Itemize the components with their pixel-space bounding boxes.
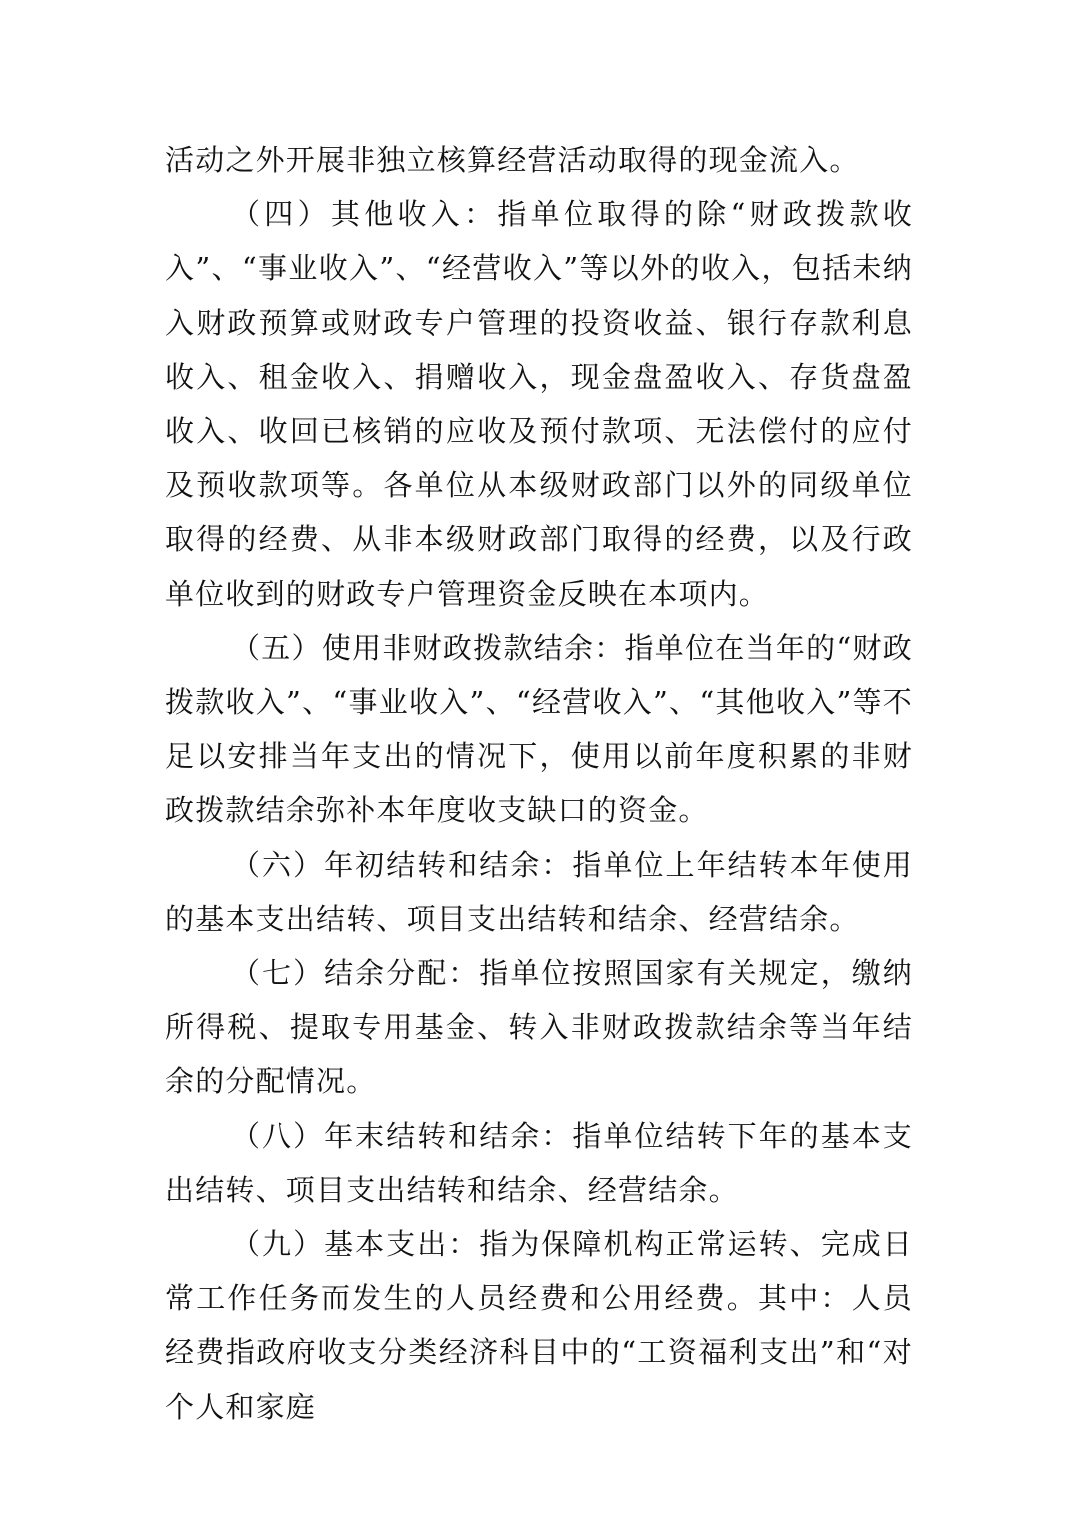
paragraph-beginning-carryover: （六）年初结转和结余：指单位上年结转本年使用的基本支出结转、项目支出结转和结余、经营结余。 — [165, 847, 913, 936]
document-body — [165, 133, 913, 1434]
paragraph-surplus-distribution: （七）结余分配：指单位按照国家有关规定，缴纳所得税、提取专用基金、转入非财政拨款结余等当年结余的分配情况。 — [165, 956, 913, 1099]
paragraph-other-income: （四）其他收入：指单位取得的除“财政拨款收入”、“事业收入”、“经营收入”等以外的收入，包括未纳入财政预算或财政专户管理的投资收益、银行存款利息收入、租金收入、捐赠收入，现金盘盈收入、存货盘盈收入、收回已核销的应收及预付款项、无法偿付的应付及预收款项等。各单位从本级财政部门以外的同级单位取得的经费、从非本级财政部门取得的经费，以及行政单位收到的财政专户管理资金反映在本项内。 — [165, 197, 913, 611]
paragraph-basic-expenditure: （九）基本支出：指为保障机构正常运转、完成日常工作任务而发生的人员经费和公用经费。其中：人员经费指政府收支分类经济科目中的“工资福利支出”和“对个人和家庭 — [165, 1227, 913, 1424]
paragraph-continuation: 活动之外开展非独立核算经营活动取得的现金流入。 — [165, 143, 860, 177]
paragraph-year-end-carryover: （八）年末结转和结余：指单位结转下年的基本支出结转、项目支出结转和结余、经营结余。 — [165, 1118, 913, 1207]
paragraph-non-fiscal-balance: （五）使用非财政拨款结余：指单位在当年的“财政拨款收入”、“事业收入”、“经营收入”、“其他收入”等不足以安排当年支出的情况下，使用以前年度积累的非财政拨款结余弥补本年度收支缺口的资金。 — [165, 630, 913, 828]
